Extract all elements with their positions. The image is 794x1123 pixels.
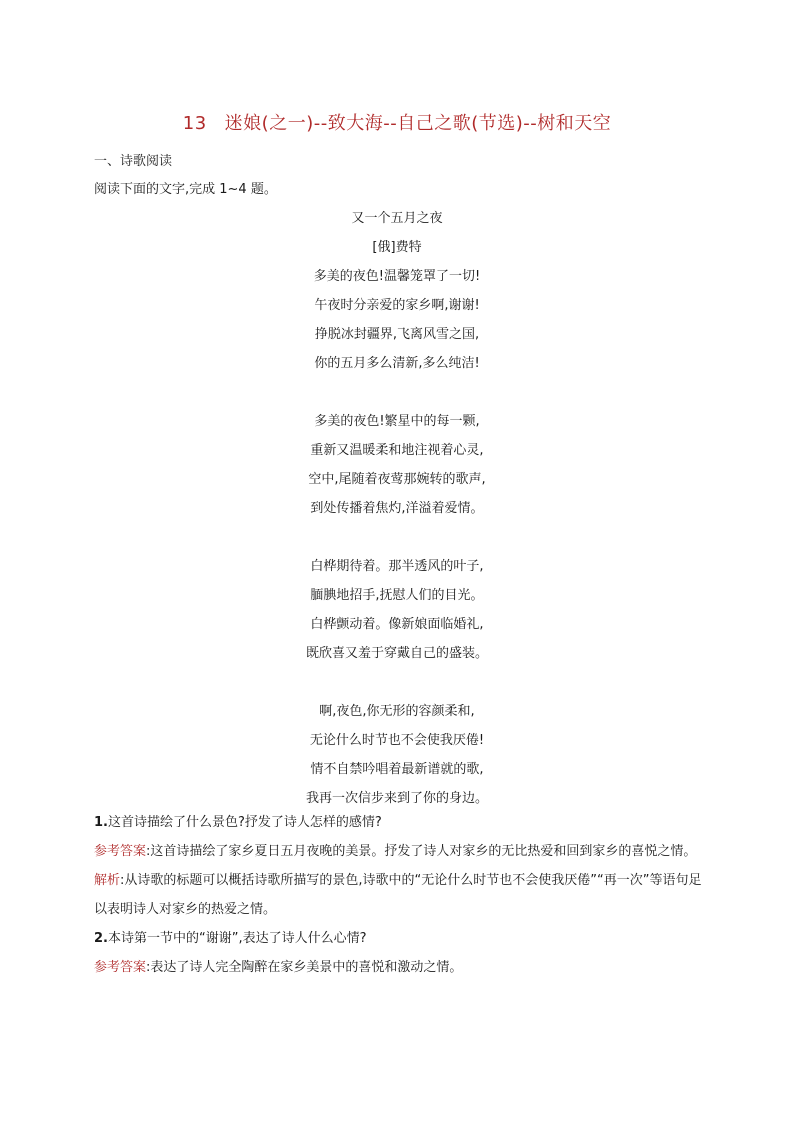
poem-line: 挣脱冰封疆界,飞离风雪之国,	[314, 327, 480, 342]
section-heading: 一、诗歌阅读	[94, 154, 173, 169]
poem-line: 到处传播着焦灼,洋溢着爱情。	[310, 501, 484, 516]
poem-line: 空中,尾随着夜莺那婉转的歌声,	[308, 472, 486, 487]
poem-line: 多美的夜色!繁星中的每一颗,	[314, 414, 480, 429]
question-number: 2.	[94, 931, 108, 946]
analysis-label: 解析	[94, 873, 121, 888]
answer-label: 参考答案	[94, 960, 147, 975]
answer-text: 这首诗描绘了家乡夏日五月夜晚的美景。抒发了诗人对家乡的无比热爱和回到家乡的喜悦之情。	[150, 844, 697, 859]
poem-line: 情不自禁吟唱着最新谱就的歌,	[310, 762, 484, 777]
poem-line: 啊,夜色,你无形的容颜柔和,	[319, 704, 475, 719]
question-1	[94, 808, 714, 837]
poem-line: 我再一次信步来到了你的身边。	[305, 791, 488, 806]
question-number: 1.	[94, 815, 108, 830]
poem	[0, 204, 794, 813]
poem-line: 腼腆地招手,抚慰人们的目光。	[310, 588, 484, 603]
question-text: 本诗第一节中的“谢谢”,表达了诗人什么心情?	[107, 931, 367, 946]
poem-line: 白桦颤动着。像新娘面临婚礼,	[310, 617, 484, 632]
page-title	[0, 109, 794, 135]
analysis-text: 从诗歌的标题可以概括诗歌所描写的景色,诗歌中的“无论什么时节也不会使我厌倦”“再一次”等语句足以表明诗人对家乡的热爱之情。	[94, 873, 702, 917]
instruction: 阅读下面的文字,完成 1~4 题。	[94, 182, 277, 197]
lesson-number: 13	[182, 113, 207, 134]
analysis-1: 解析:从诗歌的标题可以概括诗歌所描写的景色,诗歌中的“无论什么时节也不会使我厌倦”“再一次”等语句足以表明诗人对家乡的热爱之情。	[94, 873, 702, 917]
poem-line: 你的五月多么清新,多么纯洁!	[314, 356, 480, 371]
question-2	[94, 924, 714, 953]
poem-line: 既欣喜又羞于穿戴自己的盛装。	[305, 646, 488, 661]
answer-text: 表达了诗人完全陶醉在家乡美景中的喜悦和激动之情。	[150, 960, 463, 975]
question-text: 这首诗描绘了什么景色?抒发了诗人怎样的感情?	[107, 815, 382, 830]
poem-line: 重新又温暖柔和地注视着心灵,	[310, 443, 484, 458]
poem-line: 午夜时分亲爱的家乡啊,谢谢!	[314, 298, 480, 313]
poem-line: 无论什么时节也不会使我厌倦!	[309, 733, 485, 748]
answer-label: 参考答案	[94, 844, 147, 859]
poem-line: 多美的夜色!温馨笼罩了一切!	[313, 269, 481, 284]
poem-author: [俄]费特	[372, 240, 422, 255]
answer-2: 参考答案:表达了诗人完全陶醉在家乡美景中的喜悦和激动之情。	[94, 960, 463, 975]
question-block	[94, 808, 714, 982]
poem-line: 白桦期待着。那半透风的叶子,	[310, 559, 484, 574]
poem-title: 又一个五月之夜	[351, 211, 443, 226]
lesson-title: 迷娘(之一)--致大海--自己之歌(节选)--树和天空	[224, 113, 612, 134]
answer-1: 参考答案:这首诗描绘了家乡夏日五月夜晚的美景。抒发了诗人对家乡的无比热爱和回到家乡的喜悦之情。	[94, 844, 697, 859]
